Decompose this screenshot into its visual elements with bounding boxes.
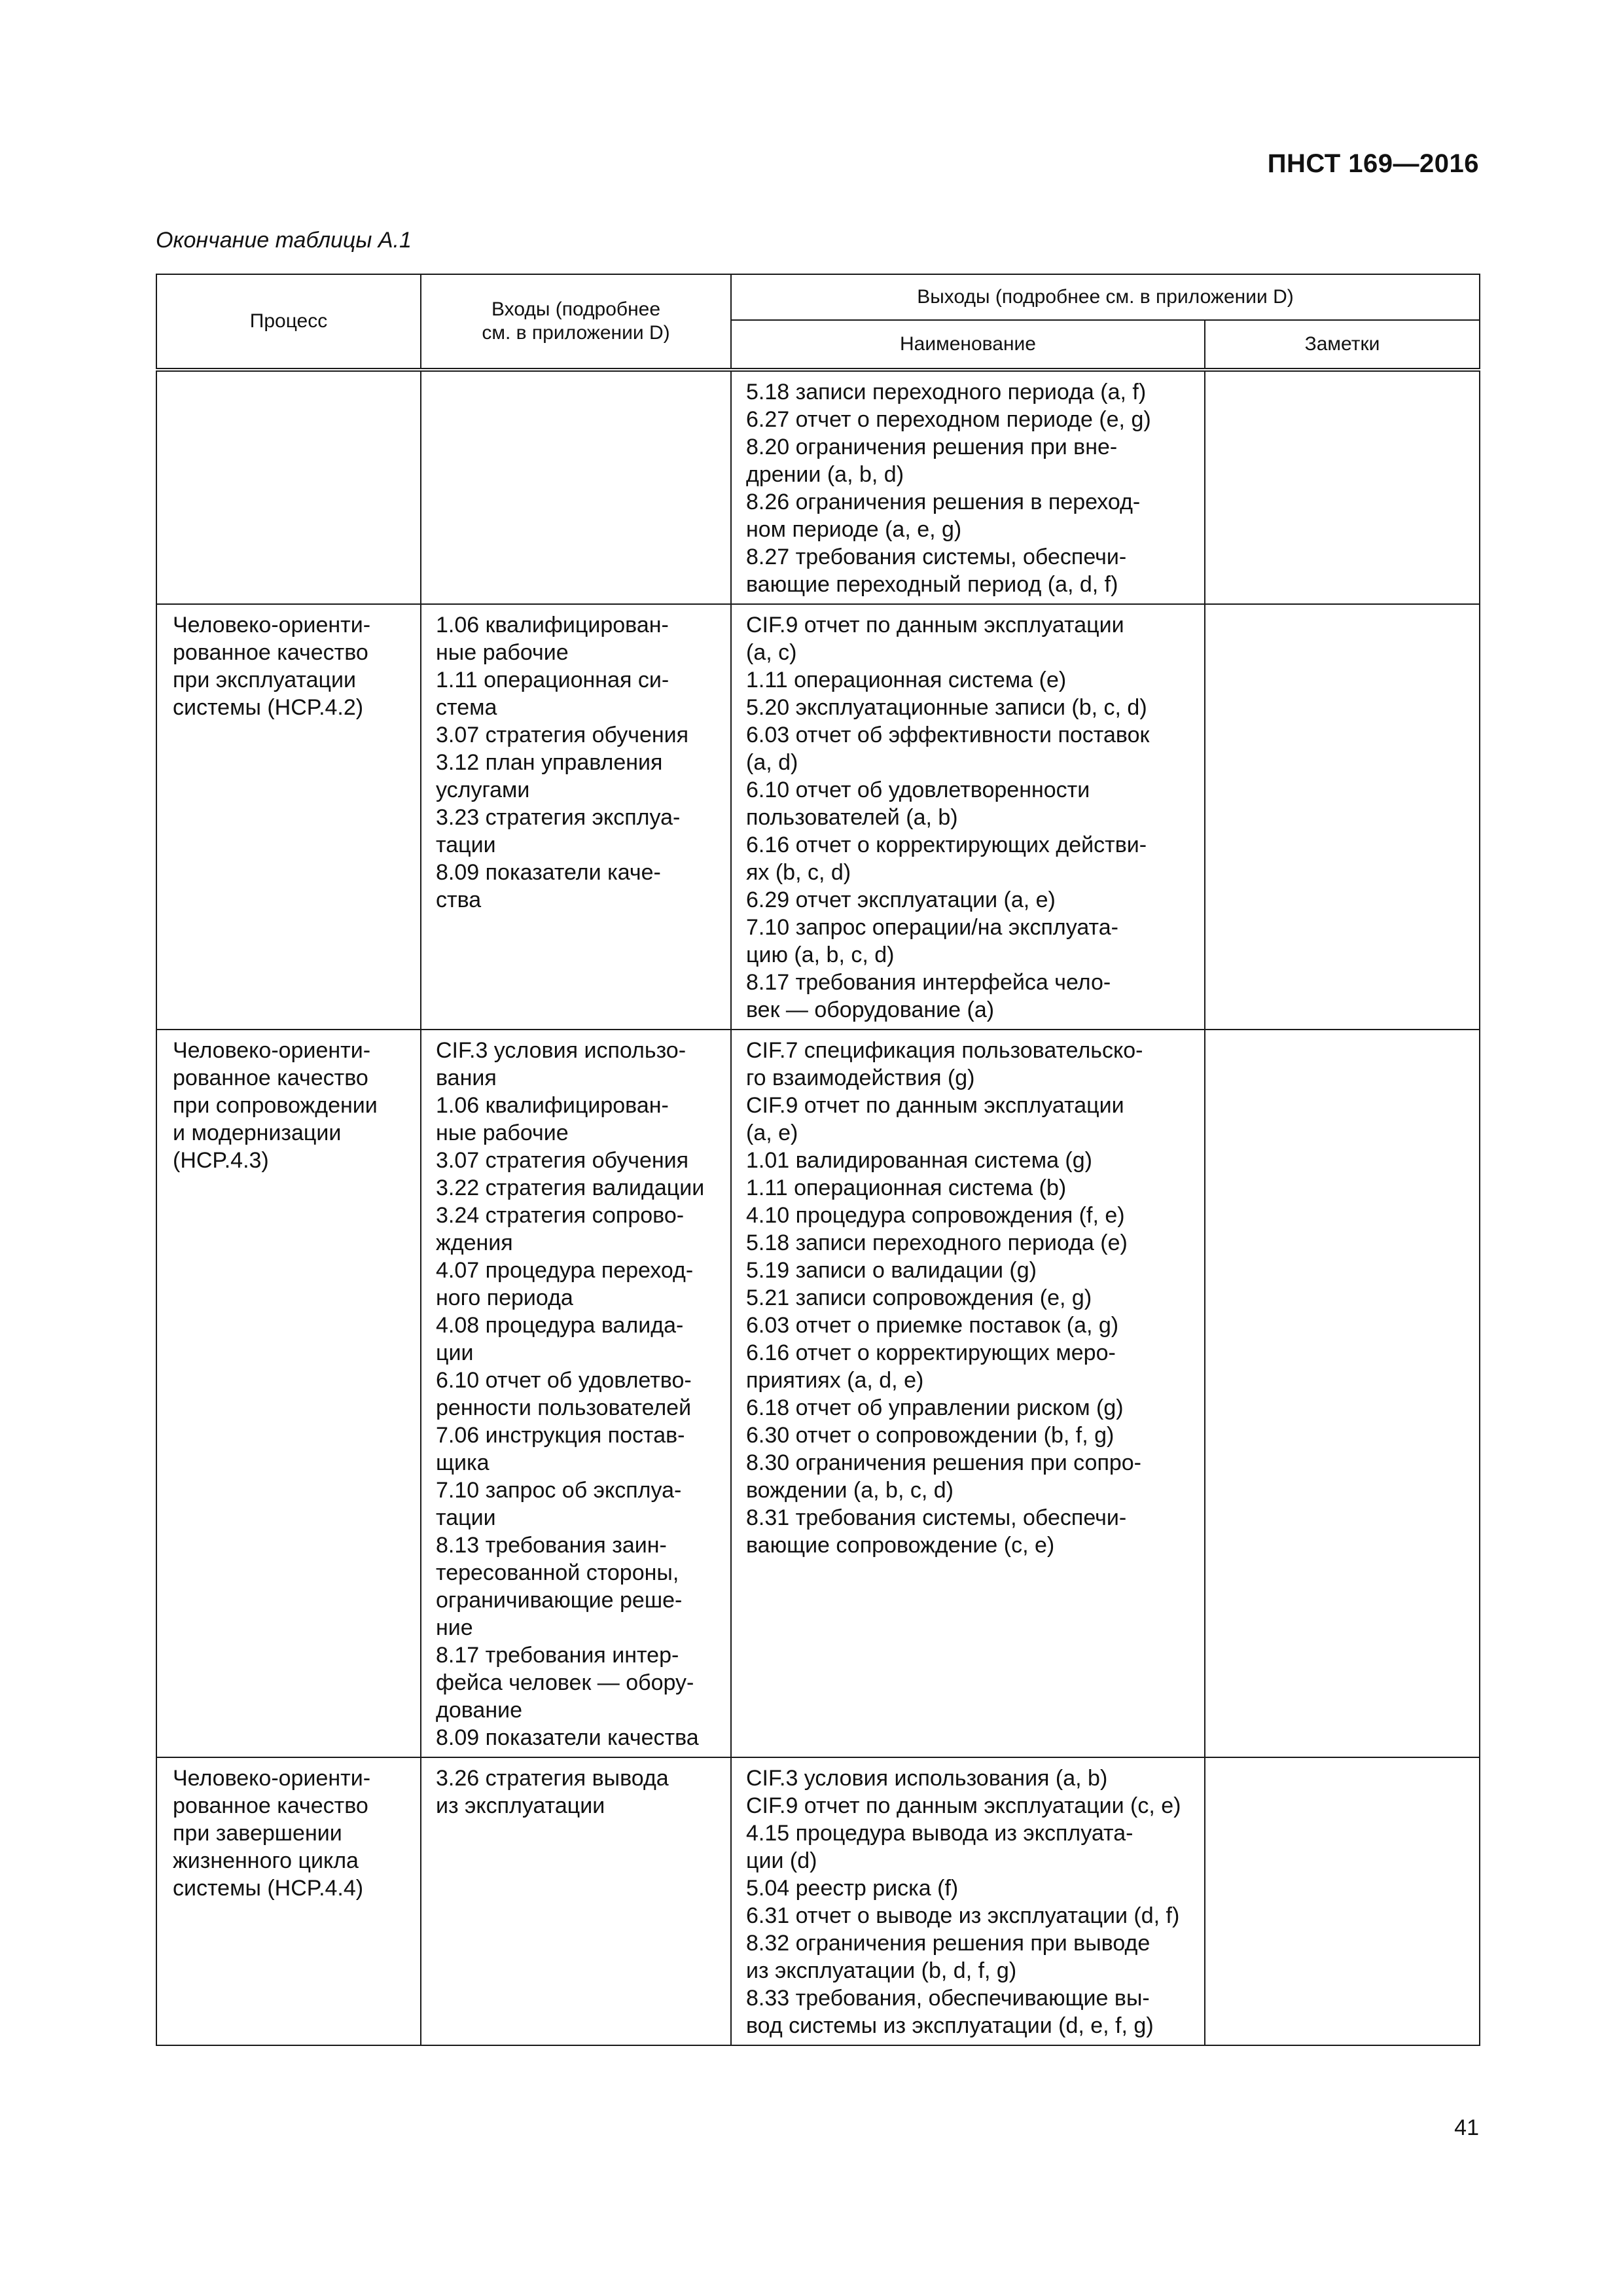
cell-line: 6.27 отчет о переходном периоде (e, g): [746, 407, 1151, 432]
cell-line: вод системы из эксплуатации (d, e, f, g): [746, 2013, 1154, 2038]
cell-line: 6.10 отчет об удовлетворенности: [746, 778, 1090, 802]
cell-line: 6.18 отчет об управлении риском (g): [746, 1395, 1124, 1420]
table-container: [156, 274, 1479, 2046]
cell-line: 5.21 записи сопровождения (e, g): [746, 1285, 1092, 1310]
cell-inputs: [421, 604, 731, 1030]
cell-line: CIF.9 отчет по данным эксплуатации: [746, 1093, 1124, 1118]
cell-line: 3.26 стратегия вывода: [436, 1766, 669, 1791]
cell-line: ции: [436, 1340, 474, 1365]
cell-line: 6.31 отчет о выводе из эксплуатации (d, f): [746, 1903, 1180, 1928]
cell-process: [156, 370, 421, 604]
cell-line: фейса человек — обору-: [436, 1670, 694, 1695]
cell-line: 8.17 требования интерфейса чело-: [746, 970, 1111, 995]
cell-line: дование: [436, 1698, 523, 1723]
cell-line: пользователей (a, b): [746, 805, 958, 830]
cell-line: (HCP.4.3): [173, 1148, 269, 1173]
cell-line: 6.29 отчет эксплуатации (a, e): [746, 888, 1056, 912]
cell-line: Человеко-ориенти-: [173, 1038, 371, 1063]
cell-line: го взаимодействия (g): [746, 1066, 975, 1090]
header-outputs: Выходы (подробнее см. в приложении D): [731, 274, 1480, 320]
cell-line: 7.10 запрос операции/на эксплуата-: [746, 915, 1118, 940]
cell-line: ного периода: [436, 1285, 573, 1310]
cell-line: 3.12 план управления: [436, 750, 663, 775]
cell-line: (a, c): [746, 640, 797, 665]
cell-line: (a, d): [746, 750, 798, 775]
cell-notes: [1205, 604, 1480, 1030]
cell-line: 8.31 требования системы, обеспечи-: [746, 1505, 1127, 1530]
page-number: 41: [1454, 2115, 1479, 2140]
cell-outputs: [731, 1030, 1205, 1757]
cell-line: 7.06 инструкция постав-: [436, 1423, 685, 1448]
cell-line: 8.17 требования интер-: [436, 1643, 679, 1668]
cell-notes: [1205, 370, 1480, 604]
table-row: [156, 1030, 1480, 1757]
cell-line: 8.32 ограничения решения при выводе: [746, 1931, 1150, 1956]
table-row: [156, 1757, 1480, 2045]
cell-line: цию (a, b, c, d): [746, 942, 895, 967]
cell-line: 5.20 эксплуатационные записи (b, c, d): [746, 695, 1147, 720]
cell-inputs: [421, 370, 731, 604]
cell-line: рованное качество: [173, 640, 368, 665]
cell-line: тации: [436, 833, 496, 857]
cell-line: системы (HCP.4.2): [173, 695, 364, 720]
cell-line: 1.11 операционная си-: [436, 668, 669, 692]
cell-line: стема: [436, 695, 497, 720]
cell-notes: [1205, 1757, 1480, 2045]
cell-line: ные рабочие: [436, 640, 569, 665]
cell-line: 4.07 процедура переход-: [436, 1258, 694, 1283]
header-notes: Заметки: [1205, 320, 1480, 370]
cell-line: 3.23 стратегия эксплуа-: [436, 805, 681, 830]
cell-line: 6.03 отчет о приемке поставок (a, g): [746, 1313, 1119, 1338]
cell-line: щика: [436, 1450, 490, 1475]
cell-line: 7.10 запрос об эксплуа-: [436, 1478, 682, 1503]
cell-line: CIF.9 отчет по данным эксплуатации (c, e): [746, 1793, 1181, 1818]
cell-line: системы (HCP.4.4): [173, 1876, 364, 1901]
header-inputs-label: Входы (подробнее см. в приложении D): [482, 298, 670, 344]
table-caption: Окончание таблицы А.1: [156, 228, 412, 253]
cell-line: 1.11 операционная система (e): [746, 668, 1067, 692]
processes-table: [156, 274, 1480, 2046]
cell-line: вания: [436, 1066, 497, 1090]
cell-line: вающие сопровождение (c, e): [746, 1533, 1055, 1558]
cell-process: [156, 604, 421, 1030]
cell-line: 8.26 ограничения решения в переход-: [746, 490, 1141, 514]
cell-line: при завершении: [173, 1821, 342, 1846]
cell-line: из эксплуатации (b, d, f, g): [746, 1958, 1017, 1983]
cell-line: ренности пользователей: [436, 1395, 692, 1420]
cell-line: вающие переходный период (a, d, f): [746, 572, 1118, 597]
cell-line: при сопровождении: [173, 1093, 378, 1118]
cell-line: 6.30 отчет о сопровождении (b, f, g): [746, 1423, 1115, 1448]
cell-line: ограничивающие реше-: [436, 1588, 683, 1613]
cell-line: вождении (a, b, c, d): [746, 1478, 954, 1503]
cell-line: 3.24 стратегия сопрово-: [436, 1203, 685, 1228]
cell-line: 5.18 записи переходного периода (e): [746, 1230, 1128, 1255]
cell-line: 8.33 требования, обеспечивающие вы-: [746, 1986, 1150, 2011]
cell-outputs: [731, 1757, 1205, 2045]
cell-line: тересованной стороны,: [436, 1560, 679, 1585]
table-row: [156, 370, 1480, 604]
cell-line: 5.18 записи переходного периода (a, f): [746, 380, 1147, 404]
cell-line: 3.22 стратегия валидации: [436, 1175, 705, 1200]
cell-line: 1.01 валидированная система (g): [746, 1148, 1092, 1173]
cell-line: 5.04 реестр риска (f): [746, 1876, 959, 1901]
header-process: Процесс: [156, 274, 421, 370]
cell-line: CIF.3 условия использо-: [436, 1038, 687, 1063]
header-inputs: [421, 274, 731, 370]
cell-line: век — оборудование (a): [746, 997, 995, 1022]
cell-line: при эксплуатации: [173, 668, 356, 692]
cell-line: Человеко-ориенти-: [173, 613, 371, 637]
cell-line: 3.07 стратегия обучения: [436, 723, 689, 747]
cell-line: из эксплуатации: [436, 1793, 605, 1818]
cell-line: рованное качество: [173, 1793, 368, 1818]
cell-line: ства: [436, 888, 482, 912]
cell-line: ждения: [436, 1230, 513, 1255]
cell-line: 1.11 операционная система (b): [746, 1175, 1067, 1200]
cell-line: 8.09 показатели качества: [436, 1725, 699, 1750]
cell-line: тации: [436, 1505, 496, 1530]
cell-line: 6.16 отчет о корректирующих меро-: [746, 1340, 1116, 1365]
cell-line: 3.07 стратегия обучения: [436, 1148, 689, 1173]
cell-line: 6.03 отчет об эффективности поставок: [746, 723, 1150, 747]
cell-line: 8.09 показатели каче-: [436, 860, 661, 885]
cell-line: 8.13 требования заин-: [436, 1533, 667, 1558]
document-code: ПНСТ 169—2016: [1267, 149, 1479, 178]
cell-line: CIF.9 отчет по данным эксплуатации: [746, 613, 1124, 637]
cell-line: ях (b, c, d): [746, 860, 851, 885]
cell-line: ном периоде (a, e, g): [746, 517, 962, 542]
cell-line: услугами: [436, 778, 530, 802]
cell-notes: [1205, 1030, 1480, 1757]
cell-process: [156, 1030, 421, 1757]
cell-line: 1.06 квалифицирован-: [436, 1093, 669, 1118]
cell-line: 8.20 ограничения решения при вне-: [746, 435, 1118, 459]
cell-process: [156, 1757, 421, 2045]
cell-line: Человеко-ориенти-: [173, 1766, 371, 1791]
cell-line: жизненного цикла: [173, 1848, 359, 1873]
cell-inputs: [421, 1757, 731, 2045]
cell-line: 1.06 квалифицирован-: [436, 613, 669, 637]
cell-line: CIF.3 условия использования (a, b): [746, 1766, 1108, 1791]
cell-line: 4.10 процедура сопровождения (f, e): [746, 1203, 1125, 1228]
cell-line: 5.19 записи о валидации (g): [746, 1258, 1037, 1283]
cell-line: дрении (a, b, d): [746, 462, 904, 487]
cell-line: 8.27 требования системы, обеспечи-: [746, 545, 1127, 569]
cell-line: 6.16 отчет о корректирующих действи-: [746, 833, 1147, 857]
cell-line: ние: [436, 1615, 473, 1640]
cell-line: и модернизации: [173, 1121, 342, 1145]
cell-line: 4.15 процедура вывода из эксплуата-: [746, 1821, 1133, 1846]
cell-outputs: [731, 604, 1205, 1030]
cell-inputs: [421, 1030, 731, 1757]
table-header: [156, 274, 1480, 370]
cell-line: ные рабочие: [436, 1121, 569, 1145]
table-body: [156, 370, 1480, 2045]
header-name: Наименование: [731, 320, 1205, 370]
cell-line: ции (d): [746, 1848, 817, 1873]
table-row: [156, 604, 1480, 1030]
cell-outputs: [731, 370, 1205, 604]
cell-line: приятиях (a, d, e): [746, 1368, 924, 1393]
cell-line: 4.08 процедура валида-: [436, 1313, 684, 1338]
cell-line: рованное качество: [173, 1066, 368, 1090]
cell-line: 8.30 ограничения решения при сопро-: [746, 1450, 1141, 1475]
cell-line: 6.10 отчет об удовлетво-: [436, 1368, 692, 1393]
cell-line: (a, e): [746, 1121, 798, 1145]
cell-line: CIF.7 спецификация пользовательско-: [746, 1038, 1143, 1063]
